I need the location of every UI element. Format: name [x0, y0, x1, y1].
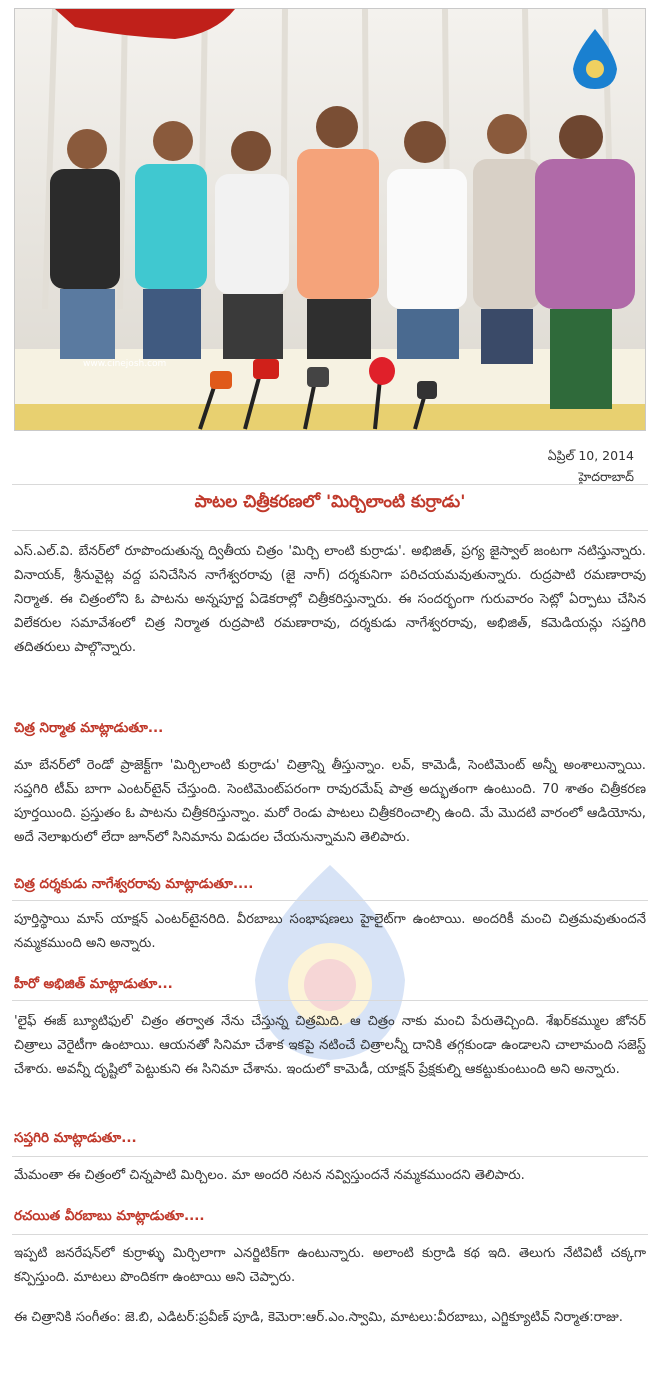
section-heading: రచయిత వీరబాబు మాట్లాడుతూ.... — [14, 1208, 205, 1224]
article-date: ఏప్రిల్ 10, 2014 — [547, 448, 634, 463]
separator — [12, 1156, 648, 1157]
section-text: పూర్తిస్థాయి మాస్ యాక్షన్ ఎంటర్‌టైనరిది. వీరబాబు సంభాషణలు హైలైట్‌గా ఉంటాయి. అందరికీ మంచి చిత్రమవుతుందనే నమ్మకముంది అని అన్నారు. — [14, 912, 646, 951]
separator — [12, 900, 648, 901]
section-heading: హీరో అభిజిత్ మాట్లాడుతూ... — [14, 976, 173, 992]
separator — [12, 484, 648, 485]
photo-watermark: www.cinejosh.com — [83, 359, 167, 369]
separator — [12, 1234, 648, 1235]
section-text: మా బేనర్‌లో రెండో ప్రాజెక్ట్‌గా 'మిర్చిలాంటి కుర్రాడు' చిత్రాన్ని తీస్తున్నాం. లవ్, కామెడీ, సెంటిమెంట్ అన్నీ అంశాలున్నాయి. సప్తగిరి టీమ్ బాగా ఎంటర్‌టైన్ చేస్తుంది. సెంటిమెంట్‌పరంగా రావురమేష్ పాత్ర అద్భుతంగా ఉంటుంది. 70 శాతం చిత్రీకరణ పూర్తయింది. ప్రస్తుతం ఓ పాటను చిత్రీకరిస్తున్నాం. మరో రెండు పాటలు చిత్రీకరించాల్సి ఉంది. మే మొదటి వారంలో ఆడియోను, అదే నెలాఖరులో లేదా జూన్‌లో సినిమాను విడుదల చేయనున్నామని తెలిపారు. — [14, 758, 646, 845]
separator — [12, 530, 648, 531]
dateline — [548, 445, 634, 487]
credits-paragraph: ఈ చిత్రానికి సంగీతం: జె.బి, ఎడిటర్:ప్రవీణ్ పూడి, కెమెరా:ఆర్.ఎం.స్వామి, మాటలు:వీరబాబు, ఎగ్జిక్యూటివ్ నిర్మాత:రాజు. — [14, 1310, 623, 1325]
intro-paragraph: ఎస్.ఎల్.వి. బేనర్‌లో రూపొందుతున్న ద్వితీయ చిత్రం 'మిర్చి లాంటి కుర్రాడు'. అభిజిత్, ప్రగ్య జైస్వాల్ జంటగా నటిస్తున్నారు. వినాయక్, శ్రీనువైట్ల వద్ద పనిచేసిన నాగేశ్వరరావు (జై నాగ్) దర్శకునిగా పరిచయమవుతున్నారు. రుద్రపాటి రమణారావు నిర్మాత. ఈ చిత్రంలోని ఓ పాటను అన్నపూర్ణ ఏడెకరాల్లో చిత్రీకరిస్తున్నారు. ఈ సందర్భంగా గురువారం సెట్లో ఏర్పాటు చేసిన విలేకరుల సమావేశంలో చిత్ర నిర్మాత రుద్రపాటి రమణారావు, దర్శకుడు నాగేశ్వరరావు, అభిజిత్, కమెడియన్లు సప్తగిరి తదితరులు పాల్గొన్నారు. — [14, 544, 646, 655]
article-location: హైదరాబాద్ — [578, 469, 634, 484]
section-text: ఇప్పటి జనరేషన్‌లో కుర్రాళ్ళు మిర్చిలాగా ఎనర్జిటిక్‌గా ఉంటున్నారు. అలాంటి కుర్రాడి కథ ఇది. తెలుగు నేటివిటీ చక్కగా కన్పిస్తుంది. మాటలు పొందికగా ఉంటాయి అని చెప్పారు. — [14, 1246, 646, 1285]
section-text: మేమంతా ఈ చిత్రంలో చిన్నపాటి మిర్చిలం. మా అందరి నటన నవ్విస్తుందనే నమ్మకముందని తెలిపారు. — [14, 1168, 525, 1183]
section-text: 'లైఫ్ ఈజ్ బ్యూటిఫుల్' చిత్రం తర్వాత నేను చేస్తున్న చిత్రమిది. ఆ చిత్రం నాకు మంచి పేరుతెచ్చింది. శేఖర్‌కమ్ముల జోనర్ చిత్రాలు వెరైటీగా ఉంటాయి. ఆయనతో సినిమా చేశాక ఇకపై నటించే చిత్రాలన్నీ దానికి తగ్గకుండా ఉండాలని చాలామంది సజెస్ట్ చేశారు. అవన్నీ దృష్టిలో పెట్టుకుని ఈ సినిమా చేశాను. ఇందులో కామెడీ, యాక్షన్ ప్రేక్షకుల్ని ఆకట్టుకుంటుంది అని అన్నారు. — [14, 1014, 646, 1077]
separator — [12, 1000, 648, 1001]
section-heading: సప్తగిరి మాట్లాడుతూ... — [14, 1130, 137, 1146]
press-meet-photo — [15, 9, 645, 430]
section-heading: చిత్ర నిర్మాత మాట్లాడుతూ... — [14, 720, 164, 736]
article-photo — [14, 8, 646, 431]
article-headline: పాటల చిత్రీకరణలో 'మిర్చిలాంటి కుర్రాడు' — [194, 492, 466, 512]
section-heading: చిత్ర దర్శకుడు నాగేశ్వరరావు మాట్లాడుతూ.... — [14, 876, 254, 892]
